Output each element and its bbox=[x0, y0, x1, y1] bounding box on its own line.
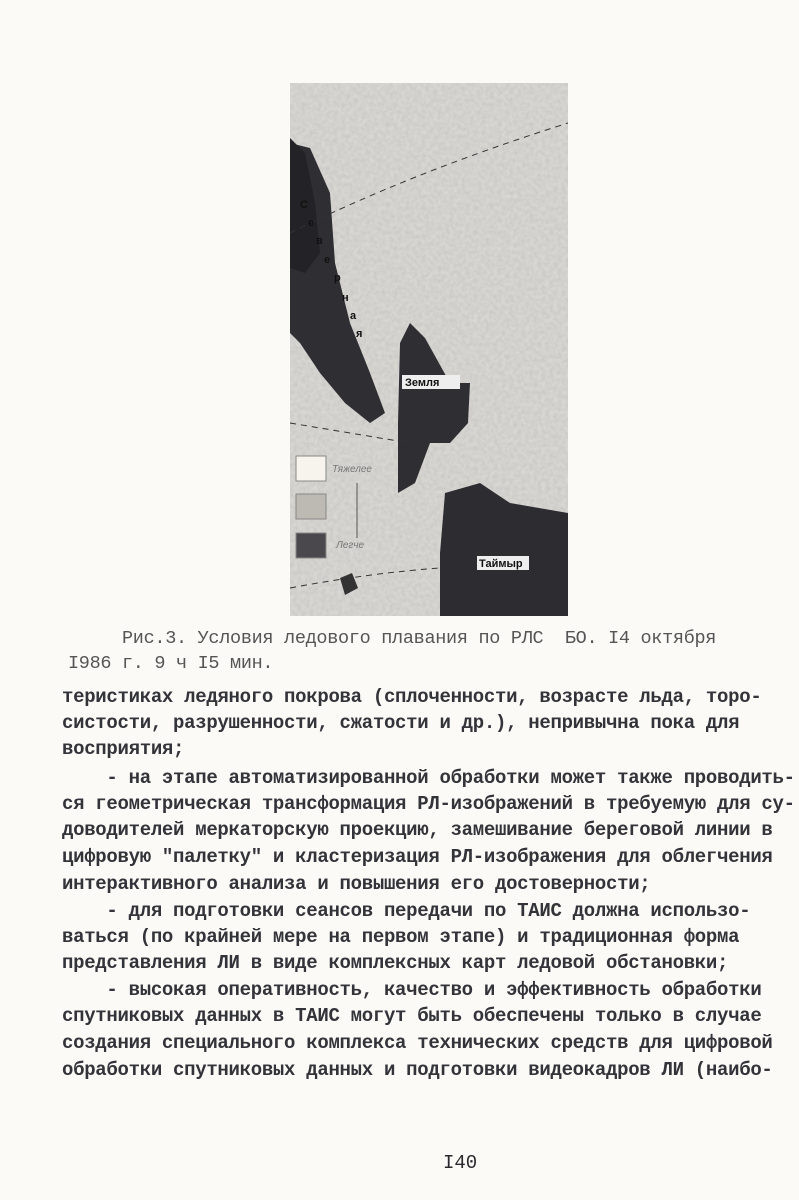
figure-caption-line-1: Рис.3. Условия ледового плавания по РЛС БО. I4 октября bbox=[122, 628, 717, 649]
svg-text:я: я bbox=[356, 328, 363, 340]
svg-text:в: в bbox=[316, 235, 323, 247]
figure-caption-line-2: I986 г. 9 ч I5 мин. bbox=[68, 653, 274, 674]
body-line: - на этапе автоматизированной обработки может также проводить- bbox=[62, 767, 795, 789]
svg-text:е: е bbox=[324, 254, 331, 266]
body-line: ваться (по крайней мере на первом этапе) и традиционная форма bbox=[62, 926, 740, 948]
svg-text:н: н bbox=[342, 292, 349, 304]
svg-text:е: е bbox=[308, 217, 315, 229]
legend-medium-swatch bbox=[296, 494, 326, 519]
body-line: интерактивного анализа и повышения его достоверности; bbox=[62, 873, 651, 895]
radar-ice-map-figure bbox=[290, 83, 568, 616]
body-line: представления ЛИ в виде комплексных карт ледовой обстановки; bbox=[62, 952, 729, 974]
legend-light-label: Легче bbox=[336, 540, 365, 551]
body-line: теристиках ледяного покрова (сплоченности, возрасте льда, торо- bbox=[62, 686, 762, 708]
svg-text:р: р bbox=[334, 272, 341, 284]
body-line: цифровую "палетку" и кластеризация РЛ-изображения для облегчения bbox=[62, 846, 773, 868]
svg-text:С: С bbox=[300, 199, 308, 211]
legend-light-swatch bbox=[296, 533, 326, 558]
body-line: восприятия; bbox=[62, 738, 185, 760]
body-line: - для подготовки сеансов передачи по ТАИС должна использо- bbox=[62, 900, 751, 922]
zemlya-label: Земля bbox=[405, 377, 440, 389]
body-line: - высокая оперативность, качество и эффективность обработки bbox=[62, 979, 762, 1001]
page-number: I40 bbox=[443, 1152, 478, 1174]
body-line: доводителей меркаторскую проекцию, замешивание береговой линии в bbox=[62, 819, 773, 841]
taimyr-label: Таймыр bbox=[479, 558, 523, 570]
body-line: спутниковых данных в ТАИС могут быть обеспечены только в случае bbox=[62, 1005, 762, 1027]
body-line: создания специального комплекса технических средств для цифровой bbox=[62, 1032, 773, 1054]
legend-heavy-label: Тяжелее bbox=[332, 464, 372, 475]
body-line: обработки спутниковых данных и подготовки видеокадров ЛИ (наибо- bbox=[62, 1059, 773, 1081]
svg-text:а: а bbox=[350, 310, 357, 322]
legend-heavy-swatch bbox=[296, 456, 326, 481]
body-line: ся геометрическая трансформация РЛ-изображений в требуемую для су- bbox=[62, 793, 795, 815]
body-line: систости, разрушенности, сжатости и др.), непривычна пока для bbox=[62, 712, 740, 734]
